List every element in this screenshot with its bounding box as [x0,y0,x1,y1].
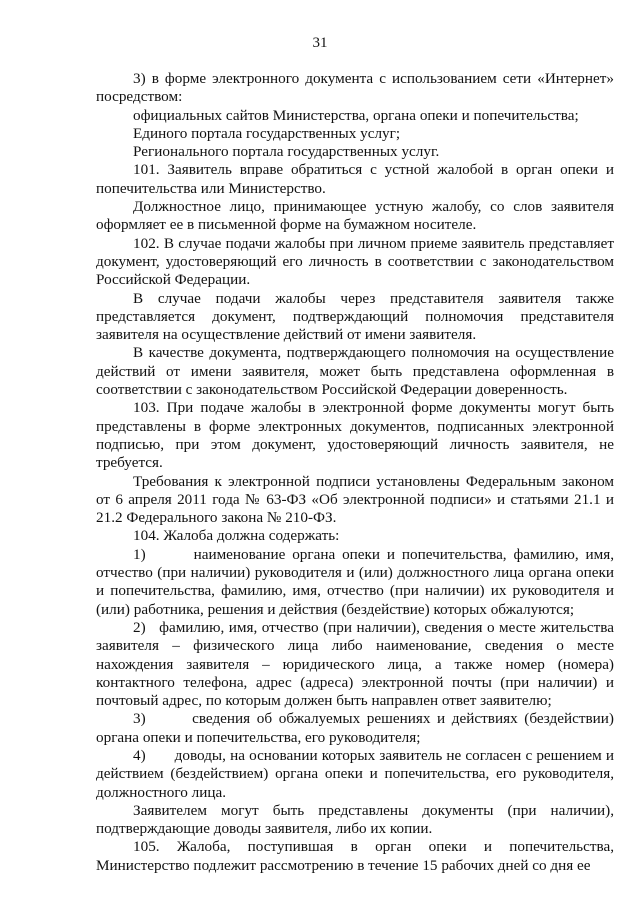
paragraph: 105. Жалоба, поступившая в орган опеки и попечительства, Министерство подлежит рассмотрению в течение 15 рабочих дней со дня ее [96,838,614,874]
paragraph: В случае подачи жалобы через представителя заявителя также представляется документ, подтверждающий полномочия представителя заявителя на осуществление действий от имени заявителя. [96,289,614,344]
paragraph: Требования к электронной подписи установлены Федеральным законом от 6 апреля 2011 года № 63-ФЗ «Об электронной подписи» и статьями 21.1 и 21.2 Федерального закона № 210-ФЗ. [96,472,614,527]
paragraph: 3) сведения об обжалуемых решениях и действиях (бездействии) органа опеки и попечительства, его руководителя; [96,710,614,746]
paragraph: 4) доводы, на основании которых заявитель не согласен с решением и действием (бездействием) органа опеки и попечительства, его руководителя, должностного лица. [96,746,614,801]
paragraph: 104. Жалоба должна содержать: [133,527,340,545]
paragraph: 102. В случае подачи жалобы при личном приеме заявитель представляет документ, удостоверяющий его личность в соответствии с законодательством Российской Федерации. [96,234,614,289]
list-line: официальных сайтов Министерства, органа опеки и попечительства; [133,106,579,124]
page-number: 31 [312,35,328,51]
paragraph: 3) в форме электронного документа с использованием сети «Интернет» посредством: [96,70,614,106]
paragraph: В качестве документа, подтверждающего полномочия на осуществление действий от имени заявителя, может быть представлена оформленная в соответствии с законодательством Российской Федерации доверенность. [96,344,614,399]
paragraph: 2) фамилию, имя, отчество (при наличии), сведения о месте жительства заявителя – физического лица либо наименование, сведения о месте нахождения заявителя – юридического лица, а также номер (номера) контактного телефона, адрес (адреса) электронной почты (при наличии) и почтовый адрес, по которым должен быть направлен ответ заявителю; [96,618,614,710]
document-body [96,70,614,875]
paragraph: 1) наименование органа опеки и попечительства, фамилию, имя, отчество (при наличии) руководителя и (или) должностного лица органа опеки и попечительства, фамилию, имя, отчество (при наличии) их руководителя и (или) работника, решения и действия (бездействие) которых обжалуются; [96,545,614,618]
list-line: Единого портала государственных услуг; [133,124,401,142]
paragraph: Должностное лицо, принимающее устную жалобу, со слов заявителя оформляет ее в письменной форме на бумажном носителе. [96,198,614,234]
paragraph: 103. При подаче жалобы в электронной форме документы могут быть представлены в форме электронных документов, подписанных электронной подписью, при этом документ, удостоверяющий личность заявителя, не требуется. [96,399,614,472]
list-line: Регионального портала государственных услуг. [133,143,440,161]
paragraph: Заявителем могут быть представлены документы (при наличии), подтверждающие доводы заявителя, либо их копии. [96,801,614,838]
paragraph: 101. Заявитель вправе обратиться с устной жалобой в орган опеки и попечительства или Министерство. [96,161,614,197]
